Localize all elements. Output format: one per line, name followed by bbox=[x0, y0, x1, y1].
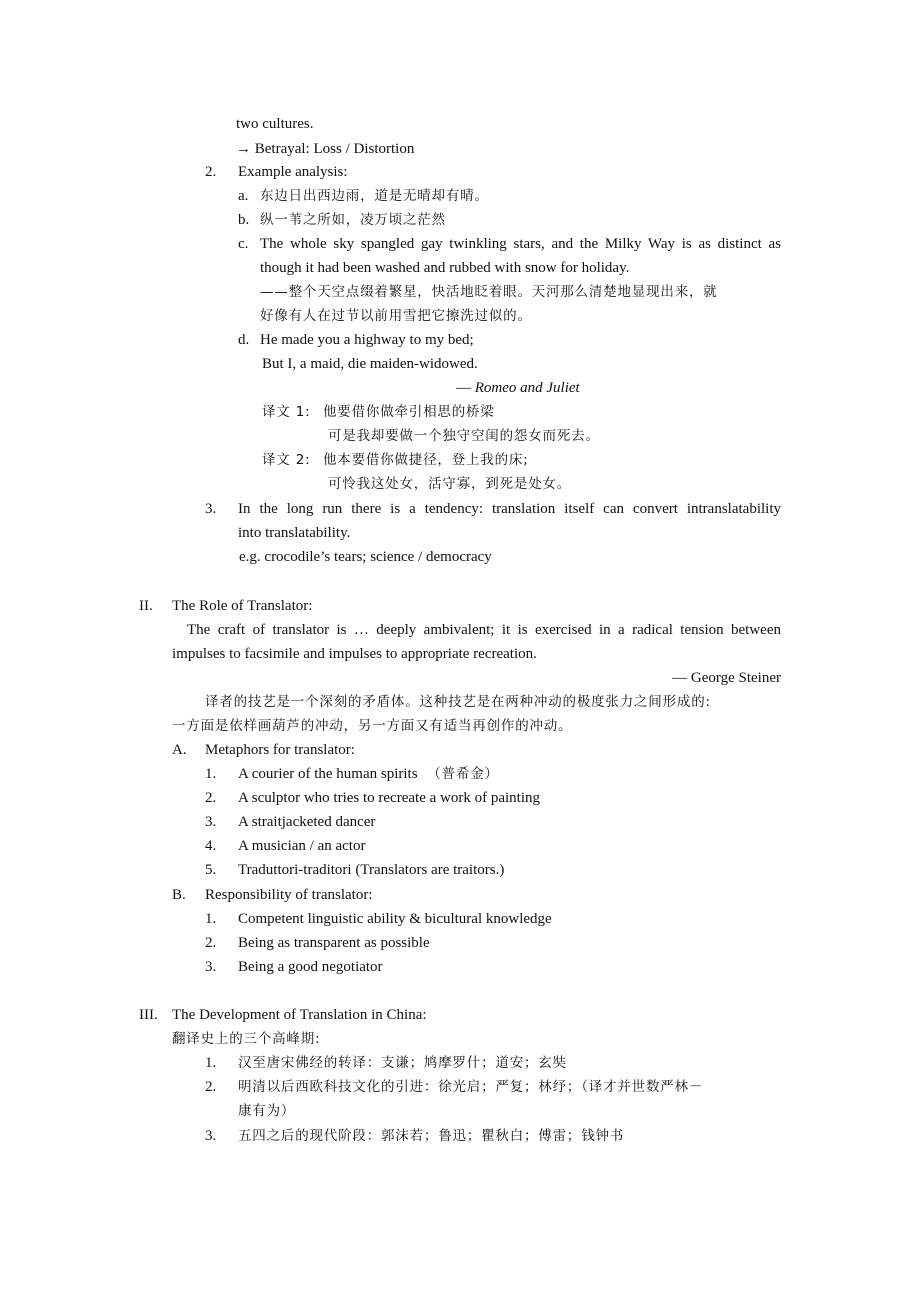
sub-label: a. bbox=[238, 188, 249, 204]
example-d-line1: He made you a highway to my bed; bbox=[260, 332, 474, 348]
item3-line1: In the long run there is a tendency: translation itself can convert intranslatability bbox=[238, 501, 781, 517]
list-number: 3. bbox=[205, 959, 217, 975]
example-c-line1: The whole sky spangled gay twinkling stars, and the Milky Way is as distinct as bbox=[260, 236, 781, 252]
translation-2-line2: 可怜我这处女，活守寡，到死是处女。 bbox=[328, 476, 572, 492]
translation-2-label: 译文 2: bbox=[262, 452, 311, 468]
item3-line2: into translatability. bbox=[238, 525, 351, 541]
betrayal-line bbox=[236, 139, 414, 159]
section-title: The Role of Translator: bbox=[172, 598, 313, 614]
example-c-cn2: 好像有人在过节以前用雪把它擦洗过似的。 bbox=[260, 308, 532, 324]
translation-1-label: 译文 1: bbox=[262, 404, 311, 420]
list-number: 4. bbox=[205, 838, 217, 854]
list-item: Traduttori-traditori (Translators are traitors.) bbox=[238, 862, 505, 878]
list-number: 3. bbox=[205, 501, 217, 517]
list-number: 1. bbox=[205, 766, 217, 782]
translation-1-line2: 可是我却要做一个独守空闺的怨女而死去。 bbox=[328, 428, 600, 444]
text-line: two cultures. bbox=[236, 116, 314, 132]
quote-cn-line2: 一方面是依样画葫芦的冲动，另一方面又有适当再创作的冲动。 bbox=[172, 718, 573, 734]
list-number: 1. bbox=[205, 1055, 217, 1071]
list-item bbox=[238, 764, 499, 784]
list-item: 汉至唐宋佛经的转译：支谦；鸠摩罗什；道安；玄奘 bbox=[238, 1055, 567, 1071]
list-number: 3. bbox=[205, 814, 217, 830]
sub-section-title: Metaphors for translator: bbox=[205, 742, 355, 758]
list-number: 2. bbox=[205, 790, 217, 806]
quote-source: — George Steiner bbox=[672, 670, 781, 686]
sub-label: d. bbox=[238, 332, 250, 348]
translation-1-line1: 他要借你做牵引相思的桥梁 bbox=[323, 404, 495, 420]
source-dash: — bbox=[456, 380, 475, 396]
source-title: Romeo and Juliet bbox=[474, 380, 580, 396]
example-d-source bbox=[456, 378, 580, 398]
section-subtitle: 翻译史上的三个高峰期: bbox=[172, 1031, 321, 1047]
section-title: The Development of Translation in China: bbox=[172, 1007, 427, 1023]
list-number: 2. bbox=[205, 164, 217, 180]
list-number: 3. bbox=[205, 1128, 217, 1144]
list-item: Competent linguistic ability & bicultural knowledge bbox=[238, 911, 552, 927]
arrow-icon: → bbox=[236, 141, 251, 157]
list-number: 1. bbox=[205, 911, 217, 927]
example-d-line2: But I, a maid, die maiden-widowed. bbox=[262, 356, 478, 372]
betrayal-text: Betrayal: Loss / Distortion bbox=[254, 141, 415, 157]
list-number: 5. bbox=[205, 862, 217, 878]
quote-cn-line1: 译者的技艺是一个深刻的矛盾体。这种技艺是在两种冲动的极度张力之间形成的: bbox=[205, 694, 711, 710]
quote-line2: impulses to facsimile and impulses to appropriate recreation. bbox=[172, 646, 537, 662]
list-item: A sculptor who tries to recreate a work of painting bbox=[238, 790, 540, 806]
list-number: 2. bbox=[205, 935, 217, 951]
example-a: 东边日出西边雨，道是无晴却有晴。 bbox=[260, 188, 489, 204]
section-numeral: II. bbox=[139, 598, 153, 614]
list-item: A straitjacketed dancer bbox=[238, 814, 376, 830]
quote-line1: The craft of translator is … deeply ambivalent; it is exercised in a radical tension between bbox=[187, 622, 781, 638]
list-item: 明清以后西欧科技文化的引进：徐光启；严复；林纾；（译才并世数严林－ bbox=[238, 1079, 704, 1095]
list-number: 2. bbox=[205, 1079, 217, 1095]
section-numeral: III. bbox=[139, 1007, 158, 1023]
example-c-cn1: ——整个天空点缀着繁星，快活地眨着眼。天河那么清楚地显现出来，就 bbox=[260, 284, 718, 300]
list-item: A musician / an actor bbox=[238, 838, 366, 854]
list-item-title: Example analysis: bbox=[238, 164, 348, 180]
list-item: Being as transparent as possible bbox=[238, 935, 430, 951]
item3-example: e.g. crocodile’s tears; science / democracy bbox=[239, 549, 492, 565]
example-b: 纵一苇之所如，凌万顷之茫然 bbox=[260, 212, 446, 228]
list-item: 五四之后的现代阶段：郭沫若；鲁迅；瞿秋白；傅雷；钱钟书 bbox=[238, 1128, 625, 1144]
example-c-line2: though it had been washed and rubbed with snow for holiday. bbox=[260, 260, 630, 276]
sub-section-label: B. bbox=[172, 887, 186, 903]
list-item: Being a good negotiator bbox=[238, 959, 383, 975]
sub-section-title: Responsibility of translator: bbox=[205, 887, 373, 903]
sub-label: b. bbox=[238, 212, 250, 228]
list-item-note: （普希金） bbox=[427, 766, 499, 782]
list-item-text: A courier of the human spirits bbox=[238, 766, 418, 782]
translation-2-line1: 他本要借你做捷径，登上我的床; bbox=[323, 452, 529, 468]
list-item-continuation: 康有为） bbox=[238, 1103, 296, 1119]
sub-label: c. bbox=[238, 236, 249, 252]
sub-section-label: A. bbox=[172, 742, 187, 758]
